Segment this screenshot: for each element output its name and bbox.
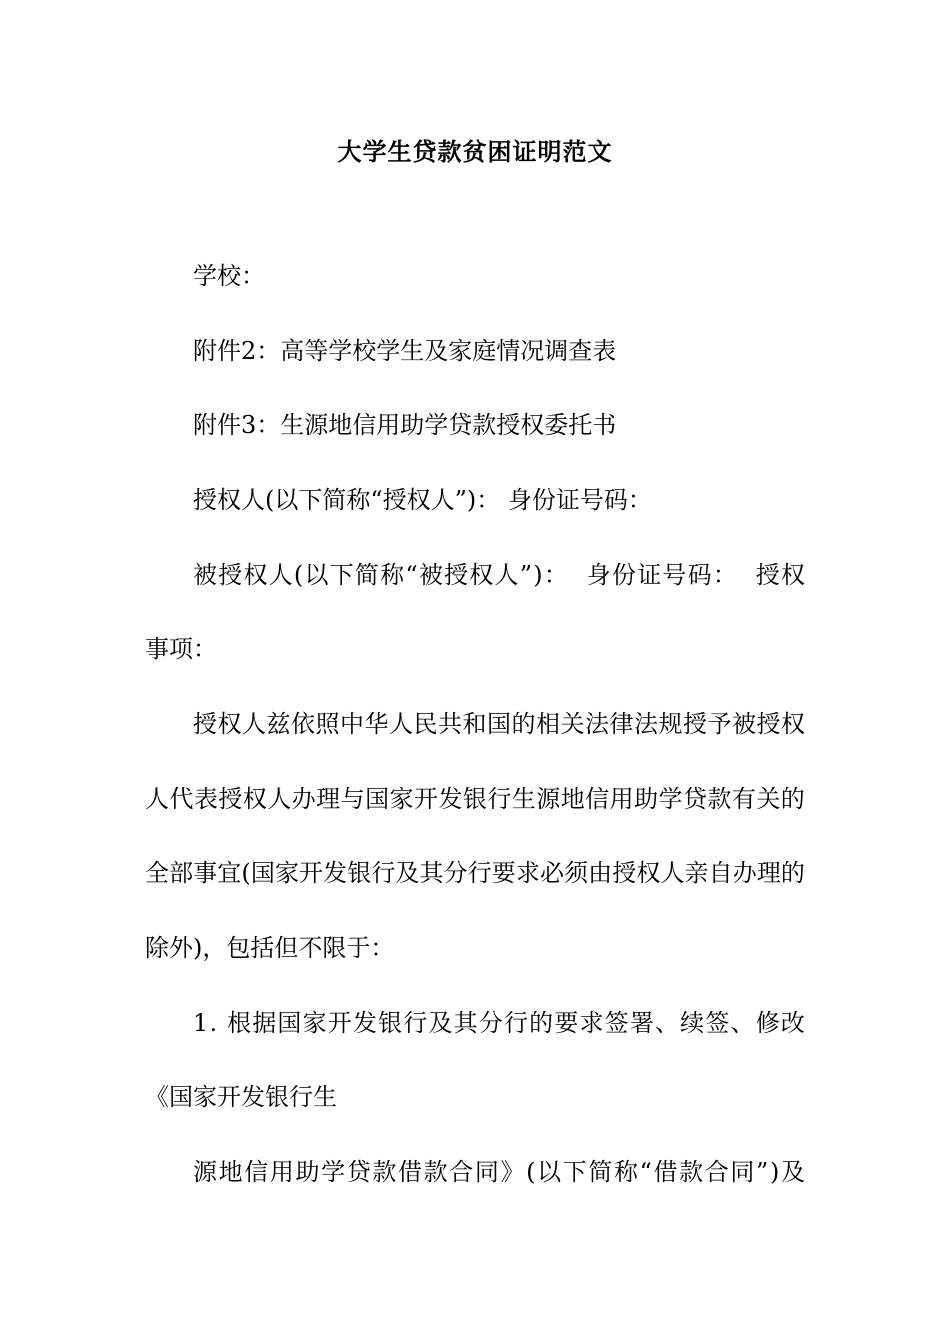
list-item-1-line-1: 1 . 根 据 国 家 开 发 银 行 及 其 分 行 的 要 求 签 署 、 续 签 、 修 改 — [193, 1009, 805, 1037]
list-item-1-line-3: 源 地 信 用 助 学 贷 款 借 款 合 同 》 ( 以 下 简 称 “ 借 款 合 同 ” ) 及 — [193, 1158, 805, 1186]
paragraph-body-line-1: 授 权 人 兹 依 照 中 华 人 民 共 和 国 的 相 关 法 律 法 规 授 予 被 授 权 — [193, 710, 805, 738]
paragraph-attachment-3: 附件3：生源地信用助学贷款授权委托书 — [193, 411, 617, 439]
paragraph-body-line-3: 全 部 事 宜 ( 国 家 开 发 银 行 及 其 分 行 要 求 必 须 由 授 权 人 亲 自 办 理 的 — [145, 859, 805, 887]
paragraph-authorized-person: 被 授 权 人 ( 以 下 简 称 “ 被 授 权 人 ” ) ： 身 份 证 号 码 ： 授 权 — [193, 561, 805, 589]
paragraph-authorizer: 授权人(以下简称“授权人”)： 身份证号码： — [193, 486, 652, 514]
document-title: 大学生贷款贫困证明范文 — [337, 137, 613, 166]
paragraph-body-line-4: 除外)，包括但不限于： — [145, 934, 395, 962]
list-item-1-line-2: 《国家开发银行生 — [145, 1083, 337, 1111]
paragraph-school: 学校： — [193, 262, 265, 290]
paragraph-attachment-2: 附件2：高等学校学生及家庭情况调查表 — [193, 337, 617, 365]
paragraph-matters: 事项： — [145, 635, 217, 663]
paragraph-body-line-2: 人 代 表 授 权 人 办 理 与 国 家 开 发 银 行 生 源 地 信 用 助 学 贷 款 有 关 的 — [145, 785, 805, 813]
